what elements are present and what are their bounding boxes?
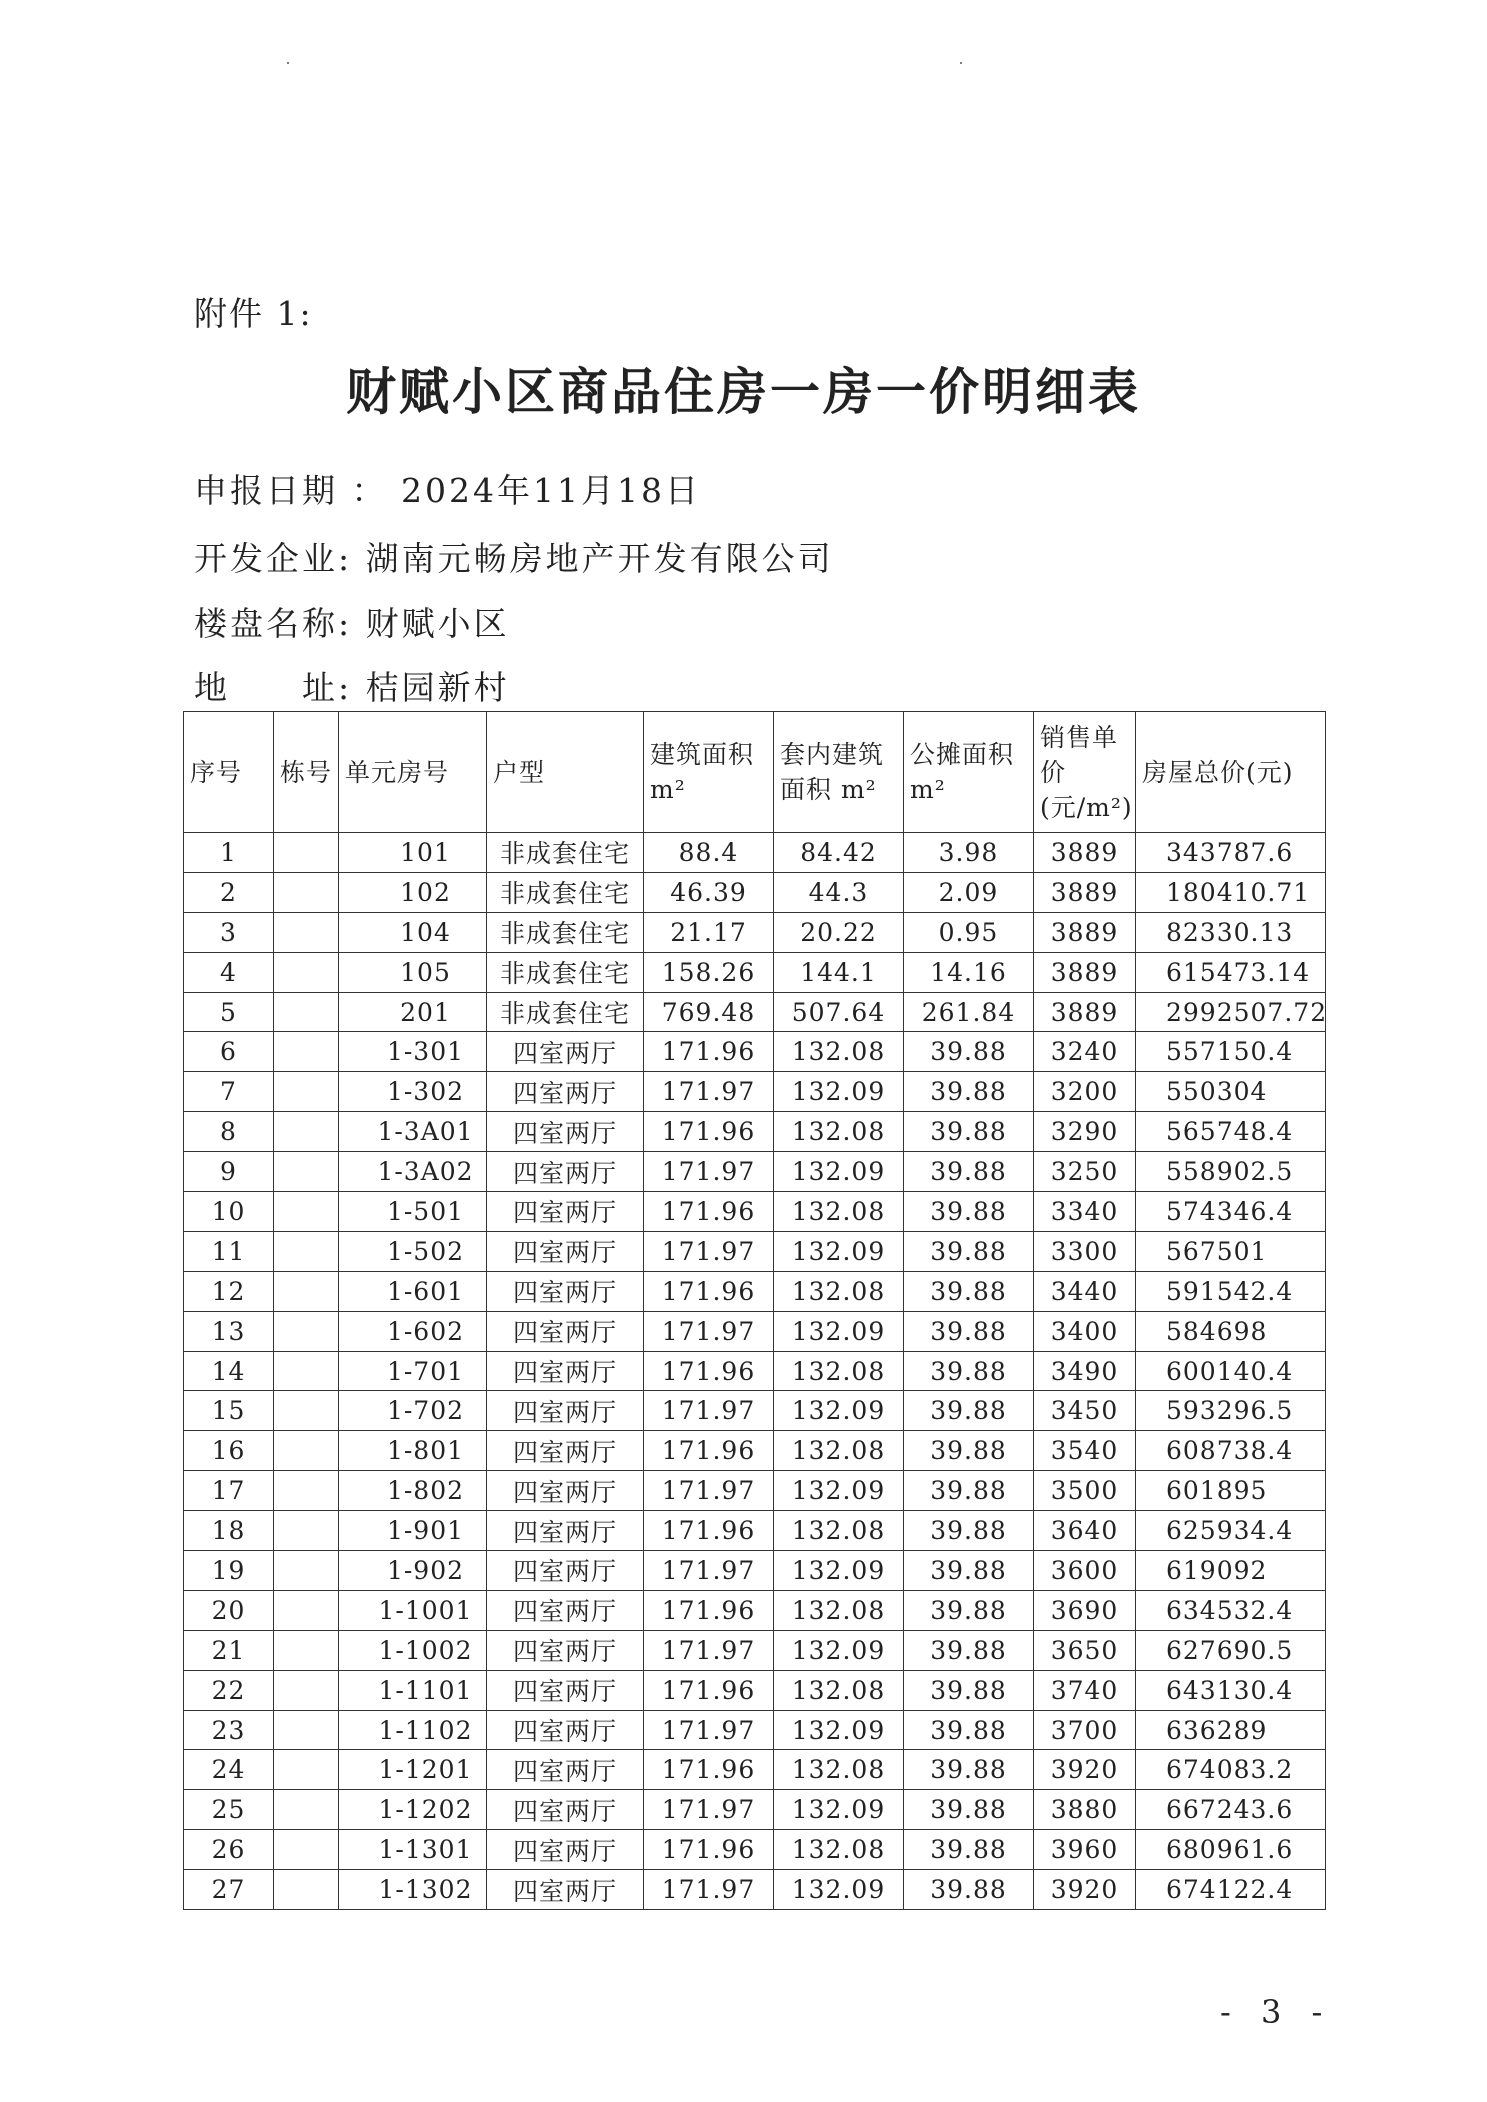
cell-inner-area: 44.3: [774, 872, 904, 912]
table-row: [184, 1551, 1326, 1591]
address-value: 桔园新村: [365, 668, 510, 707]
cell-type: 四室两厅: [487, 1790, 644, 1830]
cell-inner-area: 132.08: [774, 1511, 904, 1551]
cell-unit: 1-1002: [339, 1630, 487, 1670]
table-row: [184, 1032, 1326, 1072]
cell-index: 16: [184, 1431, 274, 1471]
cell-unit: 1-801: [339, 1431, 487, 1471]
cell-gross-area: 171.97: [644, 1152, 774, 1192]
header-unit: 单元房号: [339, 712, 487, 833]
cell-building: [274, 1112, 339, 1152]
cell-total-price: 615473.14: [1136, 952, 1326, 992]
table-row: [184, 1870, 1326, 1910]
cell-gross-area: 171.96: [644, 1750, 774, 1790]
cell-shared-area: 39.88: [904, 1112, 1034, 1152]
cell-unit-price: 3500: [1034, 1471, 1136, 1511]
table-row: [184, 912, 1326, 952]
cell-total-price: 343787.6: [1136, 833, 1326, 873]
page-number: - 3 -: [1220, 1993, 1333, 2031]
cell-type: 四室两厅: [487, 1271, 644, 1311]
cell-unit-price: 3640: [1034, 1511, 1136, 1551]
cell-inner-area: 132.08: [774, 1830, 904, 1870]
cell-index: 12: [184, 1271, 274, 1311]
cell-inner-area: 132.08: [774, 1431, 904, 1471]
cell-total-price: 591542.4: [1136, 1271, 1326, 1311]
cell-gross-area: 171.97: [644, 1391, 774, 1431]
table-row: [184, 1072, 1326, 1112]
cell-gross-area: 171.97: [644, 1311, 774, 1351]
cell-building: [274, 1271, 339, 1311]
table-row: [184, 1710, 1326, 1750]
cell-gross-area: 171.96: [644, 1271, 774, 1311]
cell-type: 四室两厅: [487, 1670, 644, 1710]
cell-unit: 1-1001: [339, 1590, 487, 1630]
cell-gross-area: 46.39: [644, 872, 774, 912]
table-row: [184, 833, 1326, 873]
cell-unit-price: 3400: [1034, 1311, 1136, 1351]
cell-type: 四室两厅: [487, 1231, 644, 1271]
cell-inner-area: 84.42: [774, 833, 904, 873]
cell-type: 四室两厅: [487, 1032, 644, 1072]
cell-type: 四室两厅: [487, 1311, 644, 1351]
cell-gross-area: 171.96: [644, 1351, 774, 1391]
cell-total-price: 608738.4: [1136, 1431, 1326, 1471]
scan-speck: [287, 62, 289, 64]
cell-inner-area: 132.09: [774, 1391, 904, 1431]
cell-building: [274, 1152, 339, 1192]
table-row: [184, 1112, 1326, 1152]
cell-shared-area: 39.88: [904, 1271, 1034, 1311]
cell-type: 四室两厅: [487, 1750, 644, 1790]
cell-building: [274, 1511, 339, 1551]
header-unit-price: 销售单价(元/m²): [1034, 712, 1136, 833]
cell-type: 四室两厅: [487, 1830, 644, 1870]
table-row: [184, 992, 1326, 1032]
cell-building: [274, 1311, 339, 1351]
cell-shared-area: 39.88: [904, 1431, 1034, 1471]
cell-inner-area: 20.22: [774, 912, 904, 952]
table-header-row: [184, 712, 1326, 833]
cell-index: 27: [184, 1870, 274, 1910]
table-row: [184, 1152, 1326, 1192]
cell-index: 6: [184, 1032, 274, 1072]
cell-unit-price: 3650: [1034, 1630, 1136, 1670]
cell-unit-price: 3440: [1034, 1271, 1136, 1311]
cell-unit: 101: [339, 833, 487, 873]
scan-speck: [960, 62, 962, 64]
cell-shared-area: 39.88: [904, 1391, 1034, 1431]
cell-building: [274, 1032, 339, 1072]
cell-building: [274, 1870, 339, 1910]
cell-unit-price: 3920: [1034, 1870, 1136, 1910]
cell-shared-area: 261.84: [904, 992, 1034, 1032]
cell-building: [274, 1072, 339, 1112]
cell-total-price: 82330.13: [1136, 912, 1326, 952]
cell-index: 24: [184, 1750, 274, 1790]
cell-total-price: 625934.4: [1136, 1511, 1326, 1551]
report-date-line: [194, 465, 701, 512]
cell-unit-price: 3700: [1034, 1710, 1136, 1750]
cell-unit: 1-501: [339, 1192, 487, 1232]
cell-gross-area: 171.97: [644, 1551, 774, 1591]
cell-total-price: 619092: [1136, 1551, 1326, 1591]
cell-type: 非成套住宅: [487, 872, 644, 912]
cell-unit-price: 3889: [1034, 992, 1136, 1032]
cell-index: 4: [184, 952, 274, 992]
cell-total-price: 643130.4: [1136, 1670, 1326, 1710]
cell-total-price: 574346.4: [1136, 1192, 1326, 1232]
cell-total-price: 550304: [1136, 1072, 1326, 1112]
cell-index: 9: [184, 1152, 274, 1192]
report-date-value: 2024年11月18日: [401, 471, 701, 510]
cell-building: [274, 1351, 339, 1391]
cell-inner-area: 132.08: [774, 1750, 904, 1790]
cell-index: 2: [184, 872, 274, 912]
cell-gross-area: 171.96: [644, 1590, 774, 1630]
cell-unit-price: 3450: [1034, 1391, 1136, 1431]
cell-unit: 1-3A01: [339, 1112, 487, 1152]
cell-shared-area: 39.88: [904, 1590, 1034, 1630]
developer-value: 湖南元畅房地产开发有限公司: [365, 539, 834, 578]
cell-gross-area: 171.96: [644, 1112, 774, 1152]
cell-type: 四室两厅: [487, 1630, 644, 1670]
cell-index: 18: [184, 1511, 274, 1551]
cell-building: [274, 1192, 339, 1232]
cell-index: 10: [184, 1192, 274, 1232]
cell-unit: 1-502: [339, 1231, 487, 1271]
cell-index: 3: [184, 912, 274, 952]
cell-total-price: 593296.5: [1136, 1391, 1326, 1431]
cell-shared-area: 39.88: [904, 1152, 1034, 1192]
cell-total-price: 674083.2: [1136, 1750, 1326, 1790]
table-row: [184, 1511, 1326, 1551]
cell-total-price: 180410.71: [1136, 872, 1326, 912]
cell-inner-area: 132.09: [774, 1231, 904, 1271]
cell-gross-area: 171.97: [644, 1471, 774, 1511]
cell-unit-price: 3290: [1034, 1112, 1136, 1152]
cell-unit: 104: [339, 912, 487, 952]
cell-shared-area: 39.88: [904, 1072, 1034, 1112]
cell-gross-area: 171.97: [644, 1790, 774, 1830]
table-row: [184, 1590, 1326, 1630]
cell-type: 四室两厅: [487, 1192, 644, 1232]
cell-inner-area: 132.08: [774, 1112, 904, 1152]
table-row: [184, 1351, 1326, 1391]
cell-total-price: 627690.5: [1136, 1630, 1326, 1670]
cell-shared-area: 39.88: [904, 1471, 1034, 1511]
cell-building: [274, 1830, 339, 1870]
cell-type: 四室两厅: [487, 1072, 644, 1112]
header-shared-area: 公摊面积 m²: [904, 712, 1034, 833]
header-index: 序号: [184, 712, 274, 833]
cell-unit: 1-301: [339, 1032, 487, 1072]
cell-index: 19: [184, 1551, 274, 1591]
cell-gross-area: 171.97: [644, 1630, 774, 1670]
cell-total-price: 674122.4: [1136, 1870, 1326, 1910]
cell-type: 非成套住宅: [487, 952, 644, 992]
cell-unit-price: 3889: [1034, 833, 1136, 873]
cell-building: [274, 1750, 339, 1790]
cell-total-price: 567501: [1136, 1231, 1326, 1271]
cell-inner-area: 132.08: [774, 1032, 904, 1072]
table-row: [184, 1471, 1326, 1511]
cell-building: [274, 833, 339, 873]
cell-building: [274, 1790, 339, 1830]
table-row: [184, 1630, 1326, 1670]
cell-unit: 1-1101: [339, 1670, 487, 1710]
table-row: [184, 1192, 1326, 1232]
cell-gross-area: 171.96: [644, 1032, 774, 1072]
cell-unit: 1-802: [339, 1471, 487, 1511]
cell-unit: 1-601: [339, 1271, 487, 1311]
cell-unit: 1-3A02: [339, 1152, 487, 1192]
cell-shared-area: 14.16: [904, 952, 1034, 992]
cell-total-price: 584698: [1136, 1311, 1326, 1351]
cell-unit-price: 3490: [1034, 1351, 1136, 1391]
cell-inner-area: 144.1: [774, 952, 904, 992]
cell-gross-area: 171.97: [644, 1870, 774, 1910]
cell-unit-price: 3600: [1034, 1551, 1136, 1591]
cell-inner-area: 132.08: [774, 1192, 904, 1232]
cell-total-price: 680961.6: [1136, 1830, 1326, 1870]
cell-inner-area: 132.08: [774, 1670, 904, 1710]
cell-unit: 1-602: [339, 1311, 487, 1351]
cell-unit-price: 3540: [1034, 1431, 1136, 1471]
cell-inner-area: 132.09: [774, 1551, 904, 1591]
cell-gross-area: 171.96: [644, 1511, 774, 1551]
cell-gross-area: 171.96: [644, 1830, 774, 1870]
cell-total-price: 636289: [1136, 1710, 1326, 1750]
cell-unit-price: 3889: [1034, 872, 1136, 912]
cell-type: 四室两厅: [487, 1590, 644, 1630]
cell-index: 20: [184, 1590, 274, 1630]
cell-total-price: 667243.6: [1136, 1790, 1326, 1830]
address-line: [194, 662, 510, 709]
cell-type: 四室两厅: [487, 1551, 644, 1591]
cell-gross-area: 88.4: [644, 833, 774, 873]
cell-shared-area: 2.09: [904, 872, 1034, 912]
cell-unit: 1-302: [339, 1072, 487, 1112]
cell-unit-price: 3240: [1034, 1032, 1136, 1072]
cell-unit-price: 3250: [1034, 1152, 1136, 1192]
cell-shared-area: 39.88: [904, 1670, 1034, 1710]
cell-shared-area: 0.95: [904, 912, 1034, 952]
cell-total-price: 565748.4: [1136, 1112, 1326, 1152]
cell-index: 13: [184, 1311, 274, 1351]
price-table: [183, 711, 1326, 1910]
cell-shared-area: 39.88: [904, 1351, 1034, 1391]
cell-index: 17: [184, 1471, 274, 1511]
cell-unit: 1-702: [339, 1391, 487, 1431]
cell-unit-price: 3690: [1034, 1590, 1136, 1630]
cell-inner-area: 132.08: [774, 1590, 904, 1630]
cell-shared-area: 39.88: [904, 1870, 1034, 1910]
cell-unit-price: 3880: [1034, 1790, 1136, 1830]
table-row: [184, 1431, 1326, 1471]
cell-unit: 1-701: [339, 1351, 487, 1391]
cell-index: 23: [184, 1710, 274, 1750]
cell-shared-area: 39.88: [904, 1790, 1034, 1830]
cell-type: 四室两厅: [487, 1431, 644, 1471]
cell-building: [274, 1630, 339, 1670]
table-row: [184, 1311, 1326, 1351]
address-label: 地 址:: [194, 668, 353, 707]
cell-unit-price: 3740: [1034, 1670, 1136, 1710]
cell-type: 四室两厅: [487, 1710, 644, 1750]
cell-type: 非成套住宅: [487, 912, 644, 952]
developer-label: 开发企业:: [194, 539, 353, 578]
cell-gross-area: 171.97: [644, 1231, 774, 1271]
page-title: 财赋小区商品住房一房一价明细表: [346, 362, 1141, 421]
cell-inner-area: 132.09: [774, 1152, 904, 1192]
cell-shared-area: 39.88: [904, 1192, 1034, 1232]
cell-type: 非成套住宅: [487, 833, 644, 873]
cell-unit: 1-901: [339, 1511, 487, 1551]
cell-shared-area: 39.88: [904, 1311, 1034, 1351]
cell-building: [274, 912, 339, 952]
cell-building: [274, 1391, 339, 1431]
cell-gross-area: 171.96: [644, 1192, 774, 1232]
cell-type: 非成套住宅: [487, 992, 644, 1032]
cell-inner-area: 132.09: [774, 1311, 904, 1351]
cell-unit: 105: [339, 952, 487, 992]
cell-unit-price: 3340: [1034, 1192, 1136, 1232]
table-row: [184, 1391, 1326, 1431]
cell-type: 四室两厅: [487, 1351, 644, 1391]
cell-inner-area: 132.08: [774, 1271, 904, 1311]
cell-inner-area: 132.09: [774, 1790, 904, 1830]
cell-gross-area: 171.96: [644, 1431, 774, 1471]
cell-index: 26: [184, 1830, 274, 1870]
cell-inner-area: 132.09: [774, 1630, 904, 1670]
cell-index: 25: [184, 1790, 274, 1830]
cell-building: [274, 1471, 339, 1511]
project-line: [194, 598, 510, 645]
header-type: 户型: [487, 712, 644, 833]
cell-shared-area: 39.88: [904, 1511, 1034, 1551]
cell-type: 四室两厅: [487, 1870, 644, 1910]
cell-inner-area: 132.09: [774, 1870, 904, 1910]
cell-type: 四室两厅: [487, 1391, 644, 1431]
header-inner-area: 套内建筑面积 m²: [774, 712, 904, 833]
cell-inner-area: 132.08: [774, 1351, 904, 1391]
cell-total-price: 601895: [1136, 1471, 1326, 1511]
table-row: [184, 872, 1326, 912]
header-total-price: 房屋总价(元): [1136, 712, 1326, 833]
developer-line: [194, 533, 834, 580]
cell-gross-area: 21.17: [644, 912, 774, 952]
attachment-label: 附件 1:: [194, 294, 313, 333]
cell-shared-area: 3.98: [904, 833, 1034, 873]
cell-inner-area: 132.09: [774, 1471, 904, 1511]
cell-gross-area: 171.97: [644, 1710, 774, 1750]
cell-building: [274, 1670, 339, 1710]
cell-building: [274, 992, 339, 1032]
cell-shared-area: 39.88: [904, 1630, 1034, 1670]
project-label: 楼盘名称:: [194, 604, 353, 643]
header-building: 栋号: [274, 712, 339, 833]
cell-gross-area: 769.48: [644, 992, 774, 1032]
cell-unit: 1-902: [339, 1551, 487, 1591]
cell-building: [274, 1710, 339, 1750]
cell-building: [274, 1551, 339, 1591]
cell-inner-area: 507.64: [774, 992, 904, 1032]
cell-index: 11: [184, 1231, 274, 1271]
table-row: [184, 1271, 1326, 1311]
cell-inner-area: 132.09: [774, 1710, 904, 1750]
cell-shared-area: 39.88: [904, 1231, 1034, 1271]
cell-unit-price: 3960: [1034, 1830, 1136, 1870]
cell-inner-area: 132.09: [774, 1072, 904, 1112]
header-gross-area: 建筑面积 m²: [644, 712, 774, 833]
cell-unit-price: 3889: [1034, 952, 1136, 992]
cell-total-price: 600140.4: [1136, 1351, 1326, 1391]
cell-building: [274, 872, 339, 912]
cell-unit: 1-1102: [339, 1710, 487, 1750]
cell-type: 四室两厅: [487, 1112, 644, 1152]
cell-type: 四室两厅: [487, 1152, 644, 1192]
cell-index: 15: [184, 1391, 274, 1431]
cell-unit: 201: [339, 992, 487, 1032]
cell-index: 14: [184, 1351, 274, 1391]
cell-shared-area: 39.88: [904, 1032, 1034, 1072]
cell-building: [274, 1431, 339, 1471]
cell-gross-area: 158.26: [644, 952, 774, 992]
cell-building: [274, 1231, 339, 1271]
cell-unit: 102: [339, 872, 487, 912]
cell-unit: 1-1201: [339, 1750, 487, 1790]
cell-shared-area: 39.88: [904, 1710, 1034, 1750]
cell-unit: 1-1302: [339, 1870, 487, 1910]
cell-building: [274, 952, 339, 992]
cell-index: 7: [184, 1072, 274, 1112]
cell-index: 21: [184, 1630, 274, 1670]
cell-unit-price: 3889: [1034, 912, 1136, 952]
cell-total-price: 634532.4: [1136, 1590, 1326, 1630]
cell-total-price: 557150.4: [1136, 1032, 1326, 1072]
cell-index: 8: [184, 1112, 274, 1152]
cell-building: [274, 1590, 339, 1630]
cell-shared-area: 39.88: [904, 1551, 1034, 1591]
cell-unit-price: 3300: [1034, 1231, 1136, 1271]
cell-gross-area: 171.96: [644, 1670, 774, 1710]
cell-index: 1: [184, 833, 274, 873]
cell-unit: 1-1202: [339, 1790, 487, 1830]
table-row: [184, 1830, 1326, 1870]
cell-shared-area: 39.88: [904, 1830, 1034, 1870]
cell-shared-area: 39.88: [904, 1750, 1034, 1790]
cell-unit-price: 3920: [1034, 1750, 1136, 1790]
table-row: [184, 1670, 1326, 1710]
cell-unit-price: 3200: [1034, 1072, 1136, 1112]
cell-unit: 1-1301: [339, 1830, 487, 1870]
table-row: [184, 952, 1326, 992]
cell-gross-area: 171.97: [644, 1072, 774, 1112]
cell-type: 四室两厅: [487, 1471, 644, 1511]
cell-index: 5: [184, 992, 274, 1032]
cell-type: 四室两厅: [487, 1511, 644, 1551]
cell-total-price: 2992507.72: [1136, 992, 1326, 1032]
cell-total-price: 558902.5: [1136, 1152, 1326, 1192]
table-row: [184, 1750, 1326, 1790]
table-row: [184, 1790, 1326, 1830]
project-value: 财赋小区: [365, 604, 510, 643]
report-date-label: 申报日期 ：: [194, 471, 388, 510]
cell-index: 22: [184, 1670, 274, 1710]
table-row: [184, 1231, 1326, 1271]
